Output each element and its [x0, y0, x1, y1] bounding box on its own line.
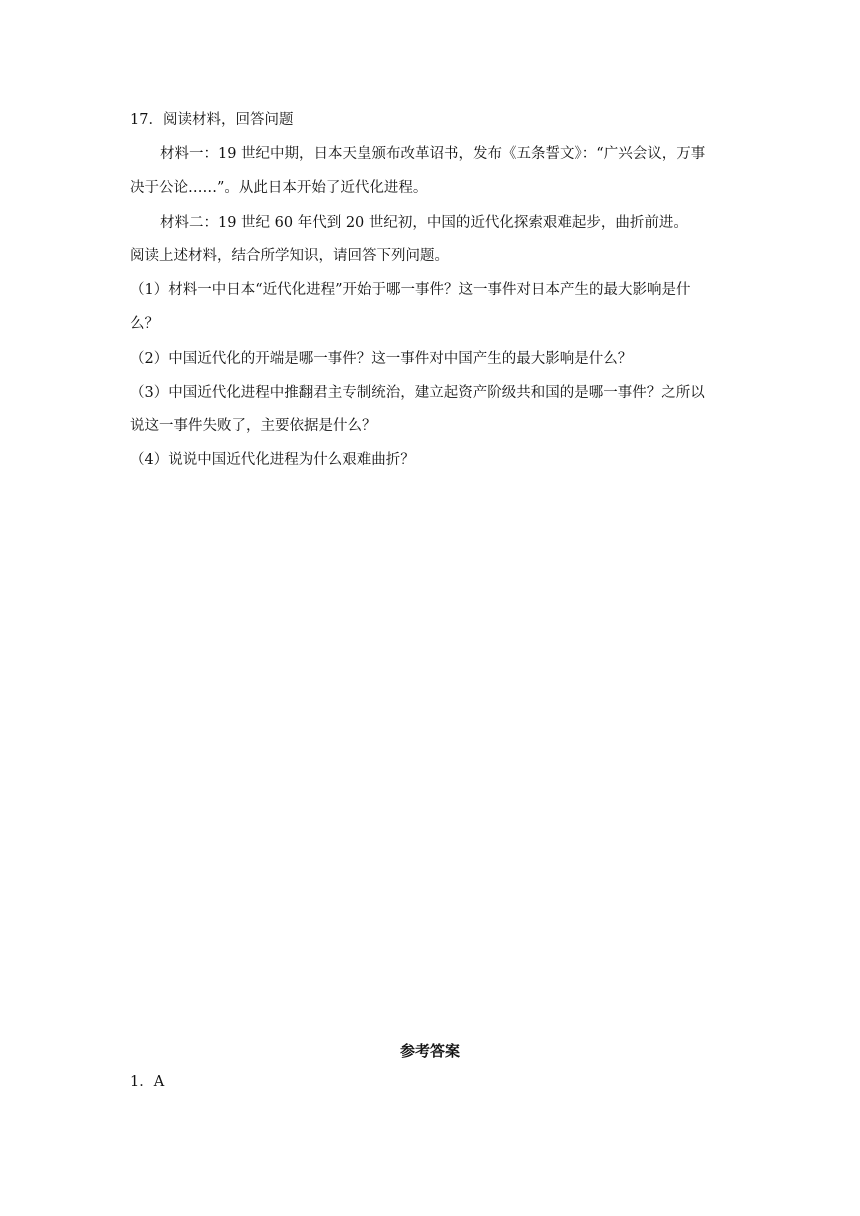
material-two: 材料二：19 世纪 60 年代到 20 世纪初，中国的近代化探索艰难起步，曲折前进。 — [160, 215, 688, 231]
question-3-line-2: 说这一事件失败了，主要依据是什么？ — [130, 418, 377, 434]
question-2: （2）中国近代化的开端是哪一事件？这一事件对中国产生的最大影响是什么？ — [130, 351, 633, 367]
question-1-line-1: （1）材料一中日本“近代化进程”开始于哪一事件？这一事件对日本产生的最大影响是什 — [130, 282, 691, 298]
instruction-text: 阅读上述材料，结合所学知识，请回答下列问题。 — [130, 248, 449, 264]
question-4: （4）说说中国近代化进程为什么艰难曲折？ — [130, 452, 415, 468]
question-3-line-1: （3）中国近代化进程中推翻君主专制统治，建立起资产阶级共和国的是哪一事件？之所以 — [130, 385, 705, 401]
answer-item-1: 1．A — [130, 1074, 165, 1090]
answers-heading: 参考答案 — [399, 1042, 460, 1060]
question-title: 17．阅读材料，回答问题 — [130, 112, 294, 128]
question-1-line-2: 么？ — [130, 316, 159, 332]
material-one-line-2: 决于公论……”。从此日本开始了近代化进程。 — [130, 180, 428, 196]
material-one-line-1: 材料一：19 世纪中期，日本天皇颁布改革诏书，发布《五条誓文》：“广兴会议，万事 — [160, 146, 706, 162]
